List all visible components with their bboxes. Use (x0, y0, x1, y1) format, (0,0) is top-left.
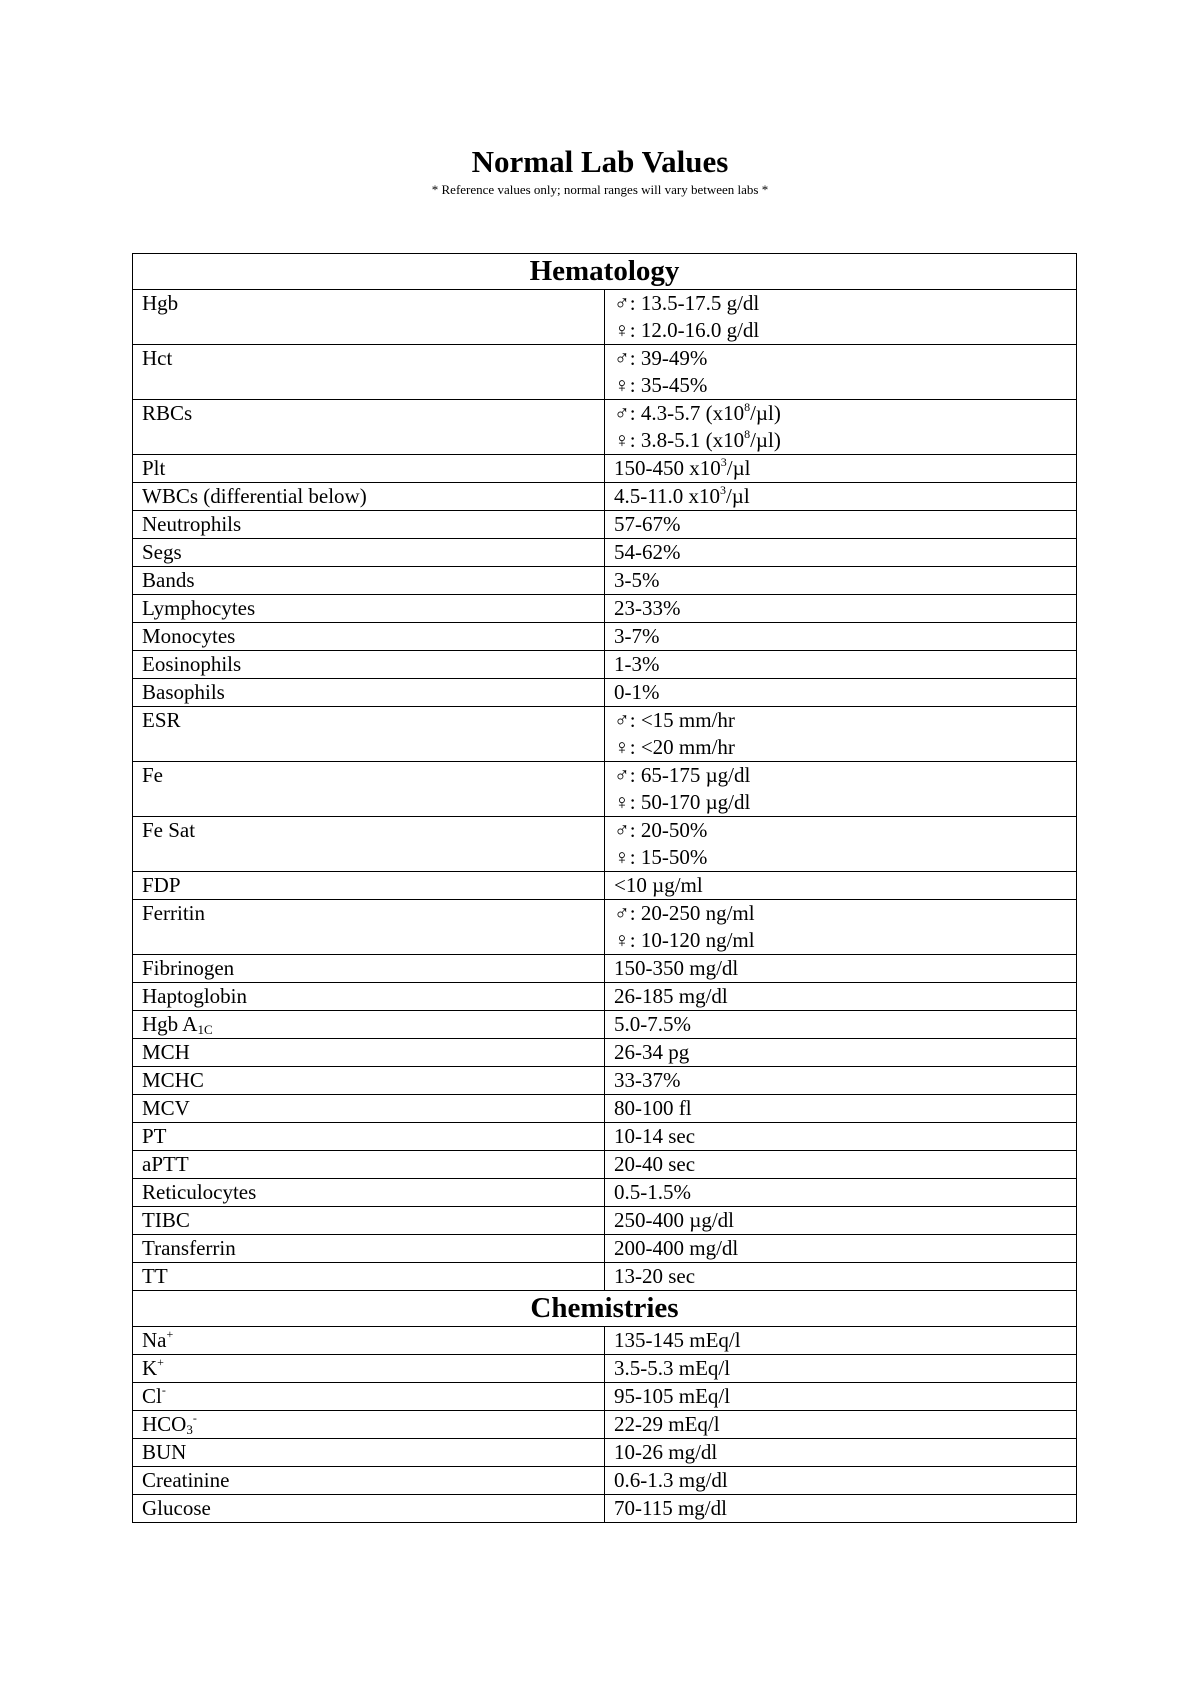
lab-values-table (132, 253, 1077, 1523)
lab-test-name-text: ESR (142, 708, 181, 732)
lab-test-range (605, 1355, 1077, 1383)
range-line: 0.6-1.3 mg/dl (614, 1468, 728, 1492)
section-heading: Hematology (133, 254, 1077, 290)
range-line: 57-67% (614, 512, 681, 536)
lab-test-name (133, 623, 605, 651)
lab-test-name (133, 1383, 605, 1411)
lab-test-name (133, 983, 605, 1011)
table-row (133, 1095, 1077, 1123)
lab-test-name (133, 900, 605, 955)
lab-test-range (605, 1439, 1077, 1467)
page-title: Normal Lab Values (471, 144, 729, 179)
lab-test-name (133, 817, 605, 872)
lab-test-name (133, 567, 605, 595)
lab-test-range (605, 707, 1077, 762)
table-row (133, 983, 1077, 1011)
lab-test-name (133, 1263, 605, 1291)
lab-test-name-text: Lymphocytes (142, 596, 256, 620)
table-row (133, 955, 1077, 983)
lab-test-name-text: PT (142, 1124, 167, 1148)
table-row (133, 1263, 1077, 1291)
lab-test-range (605, 455, 1077, 483)
lab-test-range (605, 1207, 1077, 1235)
table-row (133, 1467, 1077, 1495)
table-row (133, 1495, 1077, 1523)
lab-test-name (133, 955, 605, 983)
lab-test-name-text: Reticulocytes (142, 1180, 257, 1204)
range-line: 80-100 fl (614, 1096, 692, 1120)
table-row (133, 1011, 1077, 1039)
lab-test-range (605, 1235, 1077, 1263)
lab-test-name-text: BUN (142, 1440, 187, 1464)
range-line: 54-62% (614, 540, 681, 564)
table-row (133, 1235, 1077, 1263)
table-row (133, 567, 1077, 595)
table-row (133, 595, 1077, 623)
lab-test-range (605, 290, 1077, 345)
range-line: ♂: 65-175 µg/dl (614, 763, 751, 787)
lab-test-name-text: MCV (142, 1096, 190, 1120)
range-line: 3.5-5.3 mEq/l (614, 1356, 731, 1380)
table-row (133, 1383, 1077, 1411)
range-line: 1-3% (614, 652, 660, 676)
lab-test-name-text: FDP (142, 873, 181, 897)
lab-test-name-text: Hct (142, 346, 173, 370)
lab-test-name-text: Transferrin (142, 1236, 236, 1260)
lab-test-name (133, 1207, 605, 1235)
table-row (133, 290, 1077, 345)
table-row (133, 817, 1077, 872)
lab-test-name (133, 1179, 605, 1207)
range-line: 3-5% (614, 568, 660, 592)
table-row (133, 1151, 1077, 1179)
lab-test-name-text: $HCO_3^-$ (142, 1411, 197, 1437)
section-header-row (133, 1291, 1077, 1327)
lab-test-name-text: Fe Sat (142, 818, 196, 842)
lab-test-name (133, 1095, 605, 1123)
range-line: 0.5-1.5% (614, 1180, 691, 1204)
lab-test-name-text: Segs (142, 540, 182, 564)
lab-test-name (133, 1067, 605, 1095)
lab-test-name-text: MCHC (142, 1068, 204, 1092)
lab-test-name (133, 1039, 605, 1067)
lab-test-range (605, 1467, 1077, 1495)
table-row (133, 511, 1077, 539)
lab-test-name-text: Glucose (142, 1496, 211, 1520)
range-line: ♀: <20 mm/hr (614, 735, 735, 759)
range-line: 10-26 mg/dl (614, 1440, 718, 1464)
range-line: 95-105 mEq/l (614, 1384, 731, 1408)
lab-test-range (605, 400, 1077, 455)
lab-test-name-text: K+ (142, 1355, 164, 1380)
range-line: 10-14 sec (614, 1124, 696, 1148)
lab-test-range (605, 1039, 1077, 1067)
section-header-row (133, 254, 1077, 290)
lab-test-range (605, 1411, 1077, 1439)
lab-test-range (605, 1263, 1077, 1291)
lab-test-name (133, 1123, 605, 1151)
lab-test-range (605, 483, 1077, 511)
lab-test-name-text: aPTT (142, 1152, 189, 1176)
lab-test-name-text: Ferritin (142, 901, 205, 925)
lab-test-name (133, 483, 605, 511)
range-line: 0-1% (614, 680, 660, 704)
lab-test-name (133, 1411, 605, 1439)
range-line: 3-7% (614, 624, 660, 648)
table-row (133, 1327, 1077, 1355)
lab-test-name-text: Hgb (142, 291, 179, 315)
lab-test-name (133, 511, 605, 539)
range-line: 20-40 sec (614, 1152, 696, 1176)
lab-test-name-text: Cl- (142, 1383, 166, 1408)
range-line: ♀: 15-50% (614, 845, 708, 869)
lab-test-range (605, 983, 1077, 1011)
lab-test-range (605, 595, 1077, 623)
range-line: ♀: 50-170 µg/dl (614, 790, 751, 814)
lab-test-range (605, 1011, 1077, 1039)
table-row (133, 679, 1077, 707)
lab-test-name (133, 1495, 605, 1523)
range-line: ♂: 39-49% (614, 346, 708, 370)
lab-test-name (133, 872, 605, 900)
lab-test-name (133, 1151, 605, 1179)
range-line: 150-350 mg/dl (614, 956, 739, 980)
table-row (133, 651, 1077, 679)
lab-test-range (605, 1179, 1077, 1207)
lab-test-name-text: Monocytes (142, 624, 236, 648)
table-row (133, 900, 1077, 955)
range-line: 250-400 µg/dl (614, 1208, 735, 1232)
lab-test-range (605, 1383, 1077, 1411)
lab-test-name (133, 1011, 605, 1039)
lab-test-range (605, 1151, 1077, 1179)
lab-test-name-text: TT (142, 1264, 168, 1288)
lab-test-name-text: MCH (142, 1040, 190, 1064)
lab-test-name (133, 762, 605, 817)
lab-test-name (133, 679, 605, 707)
lab-test-name (133, 1327, 605, 1355)
range-line: 26-185 mg/dl (614, 984, 728, 1008)
lab-test-range (605, 817, 1077, 872)
table-row (133, 1355, 1077, 1383)
lab-test-name-text: Plt (142, 456, 166, 480)
range-line: 33-37% (614, 1068, 681, 1092)
lab-test-range (605, 567, 1077, 595)
lab-test-range (605, 1327, 1077, 1355)
lab-test-name-text: WBCs (differential below) (142, 484, 367, 508)
table-row (133, 1067, 1077, 1095)
lab-test-name (133, 1355, 605, 1383)
table-row (133, 1039, 1077, 1067)
range-line: ♀: 10-120 ng/ml (614, 928, 755, 952)
lab-test-range (605, 345, 1077, 400)
range-line: 23-33% (614, 596, 681, 620)
lab-test-name (133, 290, 605, 345)
lab-test-range (605, 955, 1077, 983)
table-row (133, 762, 1077, 817)
range-line: 26-34 pg (614, 1040, 690, 1064)
lab-test-name (133, 651, 605, 679)
range-line: 135-145 mEq/l (614, 1328, 741, 1352)
lab-test-name (133, 400, 605, 455)
range-line: 150-450 $x10^3/\mu l$ (614, 455, 751, 480)
table-row (133, 400, 1077, 455)
section-heading: Chemistries (133, 1291, 1077, 1327)
lab-test-name-text: Basophils (142, 680, 225, 704)
table-row (133, 483, 1077, 511)
range-line: 5.0-7.5% (614, 1012, 691, 1036)
table-row (133, 345, 1077, 400)
range-line: 200-400 mg/dl (614, 1236, 739, 1260)
table-row (133, 1207, 1077, 1235)
lab-test-range (605, 623, 1077, 651)
lab-test-range (605, 1495, 1077, 1523)
lab-test-range (605, 679, 1077, 707)
lab-test-name (133, 1467, 605, 1495)
table-row (133, 623, 1077, 651)
lab-test-range (605, 1123, 1077, 1151)
lab-test-name-text: Haptoglobin (142, 984, 247, 1008)
lab-test-range (605, 539, 1077, 567)
range-line: 13-20 sec (614, 1264, 696, 1288)
range-line: 4.5-11.0 $x10^3/\mu l$ (614, 483, 750, 508)
table-row (133, 455, 1077, 483)
range-line: ♀: 35-45% (614, 373, 708, 397)
table-row (133, 1439, 1077, 1467)
lab-test-name-text: Neutrophils (142, 512, 242, 536)
range-line: ♀: 3.8-5.1 $(x10^8/\mu l)$ (614, 427, 781, 452)
range-line: 22-29 mEq/l (614, 1412, 720, 1436)
lab-test-range (605, 651, 1077, 679)
lab-test-name-text: Hgb $A_{1C}$ (142, 1012, 213, 1037)
table-row (133, 1123, 1077, 1151)
lab-test-name-text: Eosinophils (142, 652, 242, 676)
range-line: ♂: 20-250 ng/ml (614, 901, 755, 925)
page-subtitle: * Reference values only; normal ranges will vary between labs * (431, 182, 769, 197)
lab-values-body (133, 254, 1077, 1523)
table-row (133, 872, 1077, 900)
lab-test-name-text: TIBC (142, 1208, 190, 1232)
lab-test-name (133, 455, 605, 483)
lab-test-name (133, 539, 605, 567)
table-row (133, 1411, 1077, 1439)
lab-test-name (133, 1235, 605, 1263)
lab-test-range (605, 1095, 1077, 1123)
table-row (133, 1179, 1077, 1207)
lab-test-range (605, 872, 1077, 900)
lab-test-name (133, 345, 605, 400)
range-line: ♂: 4.3-5.7 $(x10^8/\mu l)$ (614, 400, 781, 425)
table-row (133, 539, 1077, 567)
lab-test-name-text: Na+ (142, 1327, 174, 1352)
lab-test-range (605, 511, 1077, 539)
lab-test-range (605, 762, 1077, 817)
lab-test-name-text: Bands (142, 568, 195, 592)
lab-test-name-text: Creatinine (142, 1468, 230, 1492)
range-line: ♂: 20-50% (614, 818, 708, 842)
range-line: ♀: 12.0-16.0 g/dl (614, 318, 760, 342)
lab-test-name (133, 595, 605, 623)
range-line: <10 µg/ml (614, 873, 703, 897)
lab-test-range (605, 900, 1077, 955)
range-line: 70-115 mg/dl (614, 1496, 727, 1520)
range-line: ♂: <15 mm/hr (614, 708, 735, 732)
lab-test-name-text: Fe (142, 763, 163, 787)
lab-test-name-text: RBCs (142, 401, 193, 425)
lab-test-name (133, 707, 605, 762)
lab-test-range (605, 1067, 1077, 1095)
table-row (133, 707, 1077, 762)
range-line: ♂: 13.5-17.5 g/dl (614, 291, 760, 315)
lab-test-name (133, 1439, 605, 1467)
lab-test-name-text: Fibrinogen (142, 956, 235, 980)
